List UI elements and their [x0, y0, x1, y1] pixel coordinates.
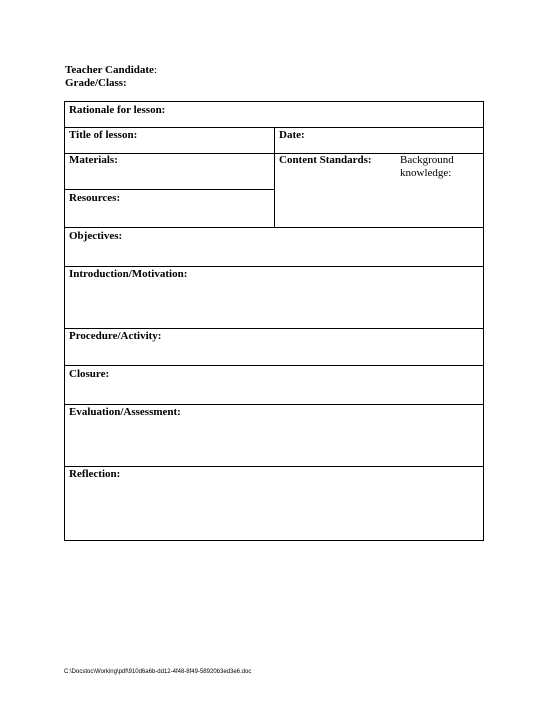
content-standards-label: Content Standards: — [279, 154, 372, 166]
background-knowledge-label: Background knowledge: — [400, 154, 454, 179]
teacher-candidate-colon: : — [153, 64, 157, 76]
introduction-label: Introduction/Motivation: — [69, 268, 188, 280]
evaluation-label: Evaluation/Assessment: — [69, 406, 181, 418]
resources-label: Resources: — [69, 192, 121, 204]
rationale-label: Rationale for lesson: — [69, 104, 166, 116]
grade-class-label: Grade/Class: — [65, 77, 127, 89]
procedure-label: Procedure/Activity: — [69, 330, 162, 342]
teacher-candidate-line — [65, 64, 157, 77]
file-path-footer: C:\Docstoc\Working\pdf\910d6a6b-dd12-4f48-8f49-58920b3ed3e6.doc — [64, 669, 252, 675]
row-divider-closure — [65, 404, 483, 405]
date-label: Date: — [279, 129, 305, 141]
document-header — [65, 64, 157, 90]
row-divider-introduction — [65, 328, 483, 329]
materials-label: Materials: — [69, 154, 118, 166]
row-divider-evaluation — [65, 466, 483, 467]
row-divider-resources — [65, 227, 483, 228]
row-divider-procedure — [65, 365, 483, 366]
teacher-candidate-label: Teacher Candidate — [65, 64, 154, 76]
lesson-plan-form — [64, 101, 484, 541]
reflection-label: Reflection: — [69, 468, 121, 480]
row-divider-materials — [65, 189, 274, 190]
objectives-label: Objectives: — [69, 230, 123, 242]
row-divider-objectives — [65, 266, 483, 267]
column-divider — [274, 127, 275, 227]
title-of-lesson-label: Title of lesson: — [69, 129, 138, 141]
closure-label: Closure: — [69, 368, 110, 380]
